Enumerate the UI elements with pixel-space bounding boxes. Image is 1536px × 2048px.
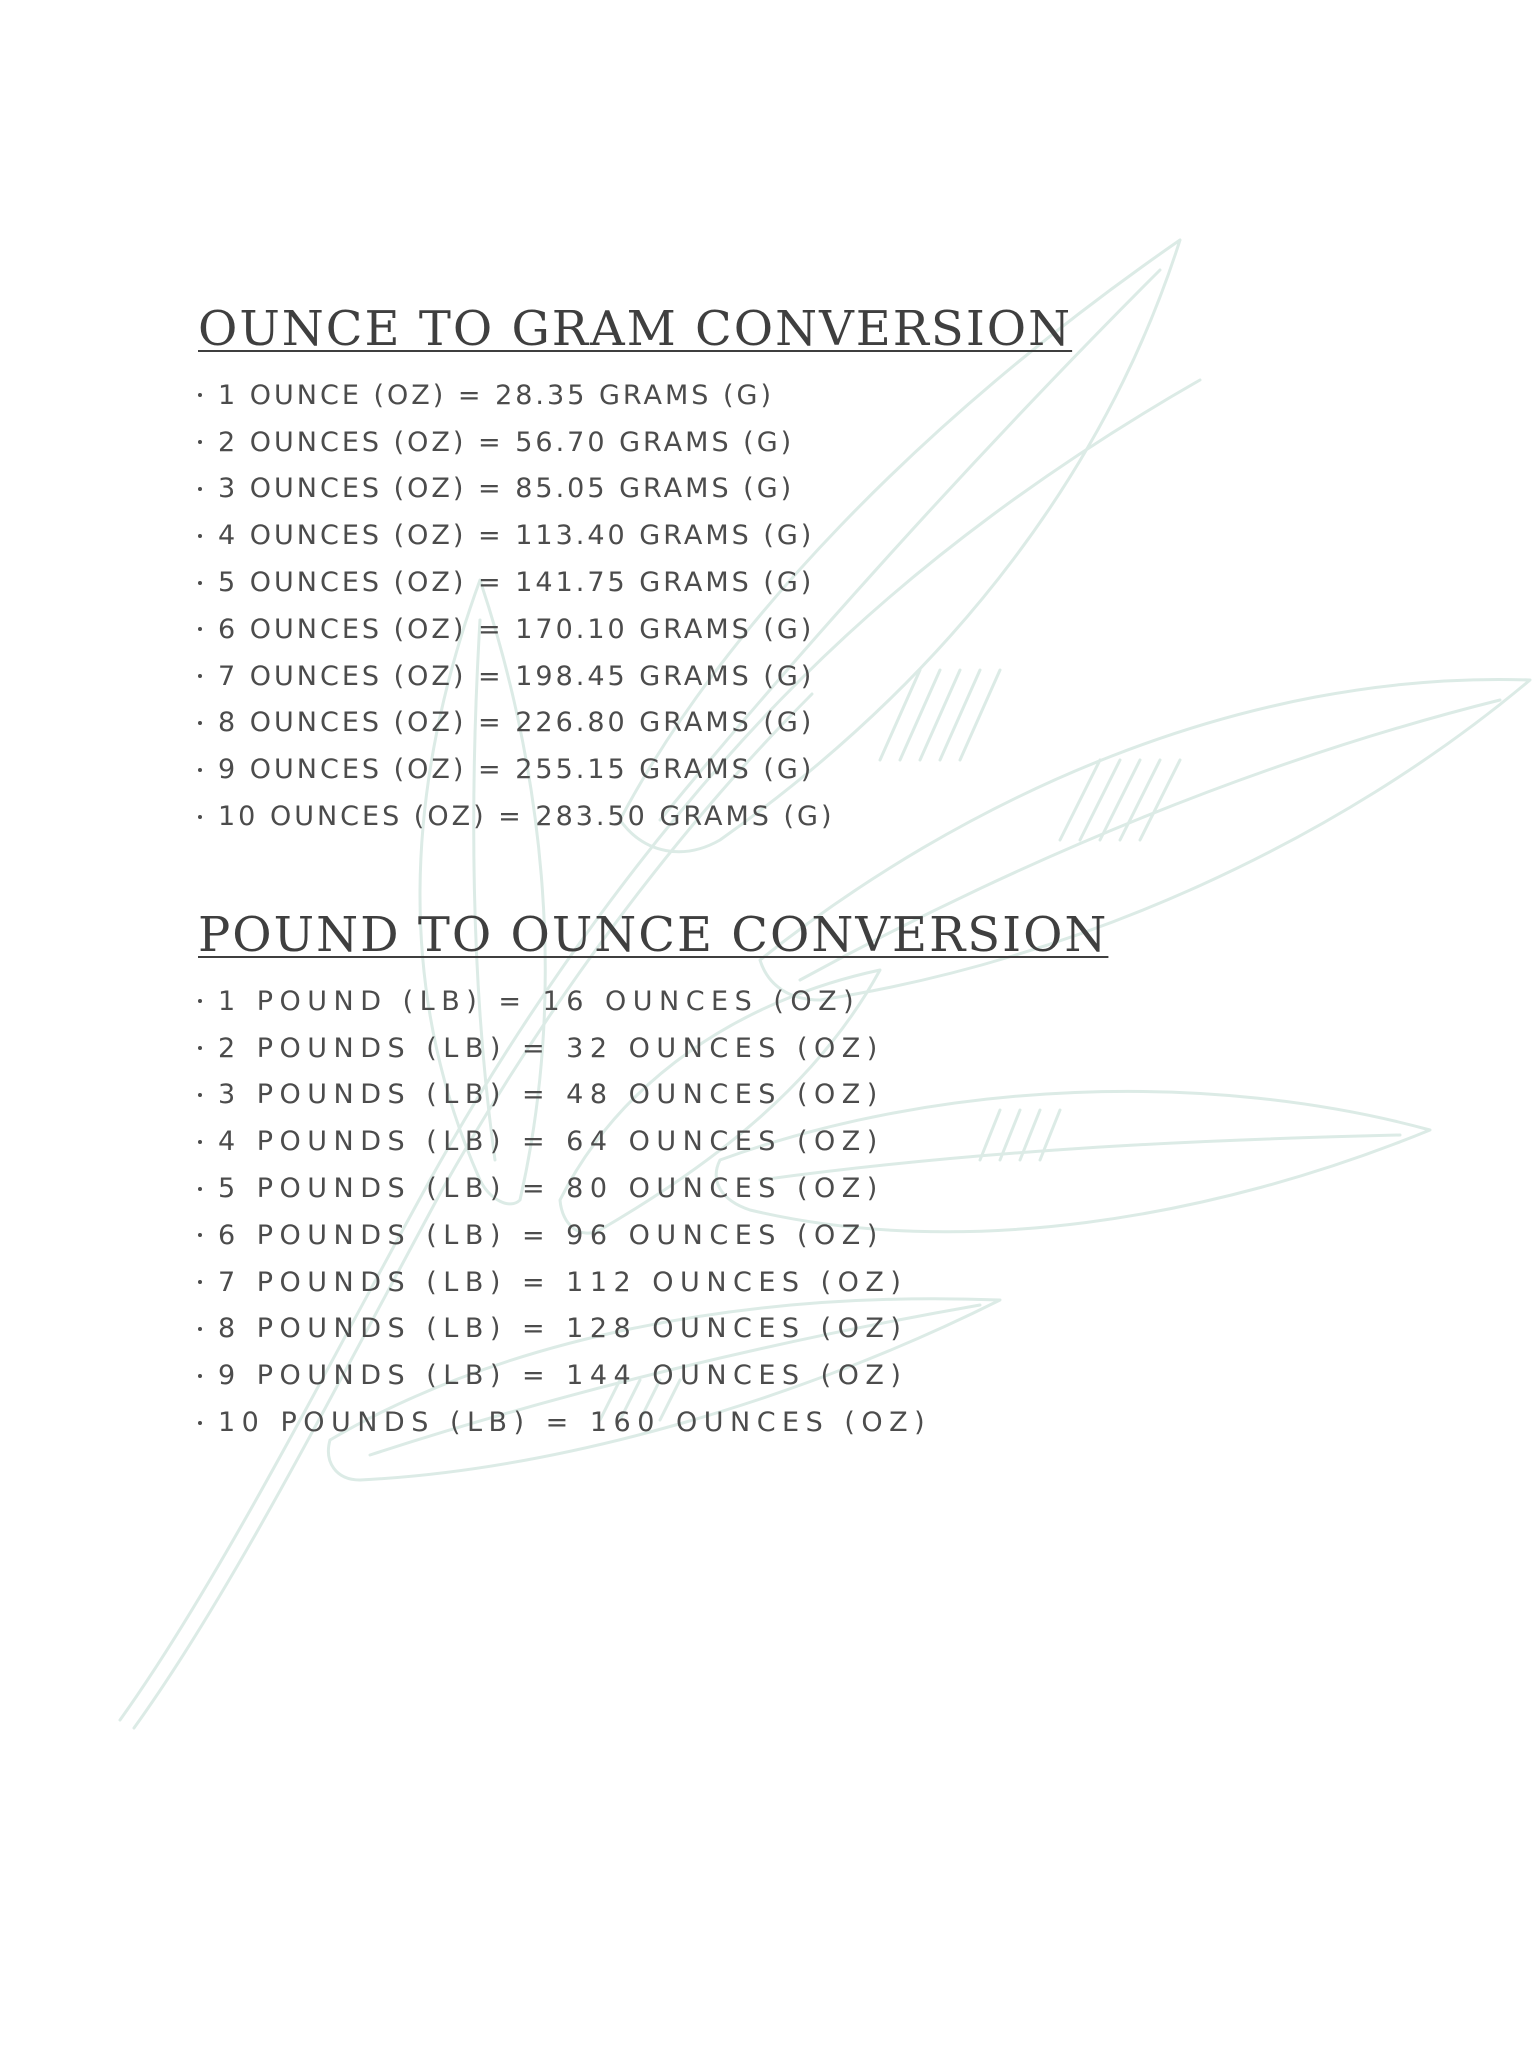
bullet-icon xyxy=(198,1233,202,1237)
list-item-text: 4 OUNCES (OZ) = 113.40 GRAMS (G) xyxy=(218,520,815,552)
list-item-text: 10 OUNCES (OZ) = 283.50 GRAMS (G) xyxy=(218,801,835,833)
bullet-icon xyxy=(198,1421,202,1425)
ounce-to-gram-section xyxy=(198,298,1298,840)
list-item-text: 5 OUNCES (OZ) = 141.75 GRAMS (G) xyxy=(218,567,815,599)
conversion-list xyxy=(198,978,1298,1446)
list-item xyxy=(198,419,1298,466)
list-item-text: 9 OUNCES (OZ) = 255.15 GRAMS (G) xyxy=(218,754,815,786)
bullet-icon xyxy=(198,1280,202,1284)
list-item xyxy=(198,978,1298,1025)
list-item-text: 9 POUNDS (LB) = 144 OUNCES (OZ) xyxy=(218,1360,908,1392)
list-item xyxy=(198,1399,1298,1446)
list-item xyxy=(198,746,1298,793)
list-item xyxy=(198,1352,1298,1399)
list-item xyxy=(198,653,1298,700)
bullet-icon xyxy=(198,1374,202,1378)
list-item xyxy=(198,559,1298,606)
list-item xyxy=(198,1165,1298,1212)
bullet-icon xyxy=(198,1140,202,1144)
section-heading: POUND TO OUNCE CONVERSION xyxy=(198,906,1109,963)
list-item xyxy=(198,372,1298,419)
list-item-text: 7 OUNCES (OZ) = 198.45 GRAMS (G) xyxy=(218,660,815,692)
bullet-icon xyxy=(198,768,202,772)
bullet-icon xyxy=(198,534,202,538)
list-item-text: 2 POUNDS (LB) = 32 OUNCES (OZ) xyxy=(218,1032,884,1064)
bullet-icon xyxy=(198,627,202,631)
list-item-text: 6 POUNDS (LB) = 96 OUNCES (OZ) xyxy=(218,1219,884,1251)
list-item-text: 2 OUNCES (OZ) = 56.70 GRAMS (G) xyxy=(218,426,795,458)
list-item-text: 10 POUNDS (LB) = 160 OUNCES (OZ) xyxy=(218,1407,932,1439)
conversion-document xyxy=(198,298,1298,1446)
bullet-icon xyxy=(198,487,202,491)
bullet-icon xyxy=(198,815,202,819)
bullet-icon xyxy=(198,1187,202,1191)
list-item xyxy=(198,700,1298,747)
list-item xyxy=(198,793,1298,840)
list-item xyxy=(198,1118,1298,1165)
bullet-icon xyxy=(198,1093,202,1097)
list-item xyxy=(198,1259,1298,1306)
list-item xyxy=(198,1306,1298,1353)
list-item-text: 3 POUNDS (LB) = 48 OUNCES (OZ) xyxy=(218,1079,884,1111)
bullet-icon xyxy=(198,1046,202,1050)
list-item xyxy=(198,466,1298,513)
list-item-text: 5 POUNDS (LB) = 80 OUNCES (OZ) xyxy=(218,1173,884,1205)
list-item-text: 8 POUNDS (LB) = 128 OUNCES (OZ) xyxy=(218,1313,908,1345)
list-item-text: 1 OUNCE (OZ) = 28.35 GRAMS (G) xyxy=(218,379,775,411)
list-item-text: 1 POUND (LB) = 16 OUNCES (OZ) xyxy=(218,985,861,1017)
bullet-icon xyxy=(198,674,202,678)
list-item-text: 7 POUNDS (LB) = 112 OUNCES (OZ) xyxy=(218,1266,908,1298)
list-item-text: 8 OUNCES (OZ) = 226.80 GRAMS (G) xyxy=(218,707,815,739)
list-item-text: 6 OUNCES (OZ) = 170.10 GRAMS (G) xyxy=(218,613,815,645)
list-item xyxy=(198,1072,1298,1119)
section-heading: OUNCE TO GRAM CONVERSION xyxy=(198,301,1073,357)
list-item-text: 4 POUNDS (LB) = 64 OUNCES (OZ) xyxy=(218,1126,884,1158)
bullet-icon xyxy=(198,1327,202,1331)
bullet-icon xyxy=(198,440,202,444)
list-item xyxy=(198,1212,1298,1259)
list-item xyxy=(198,1025,1298,1072)
bullet-icon xyxy=(198,721,202,725)
list-item xyxy=(198,606,1298,653)
bullet-icon xyxy=(198,999,202,1003)
list-item xyxy=(198,512,1298,559)
pound-to-ounce-section xyxy=(198,904,1298,1446)
bullet-icon xyxy=(198,393,202,397)
conversion-list xyxy=(198,372,1298,840)
bullet-icon xyxy=(198,581,202,585)
list-item-text: 3 OUNCES (OZ) = 85.05 GRAMS (G) xyxy=(218,473,795,505)
